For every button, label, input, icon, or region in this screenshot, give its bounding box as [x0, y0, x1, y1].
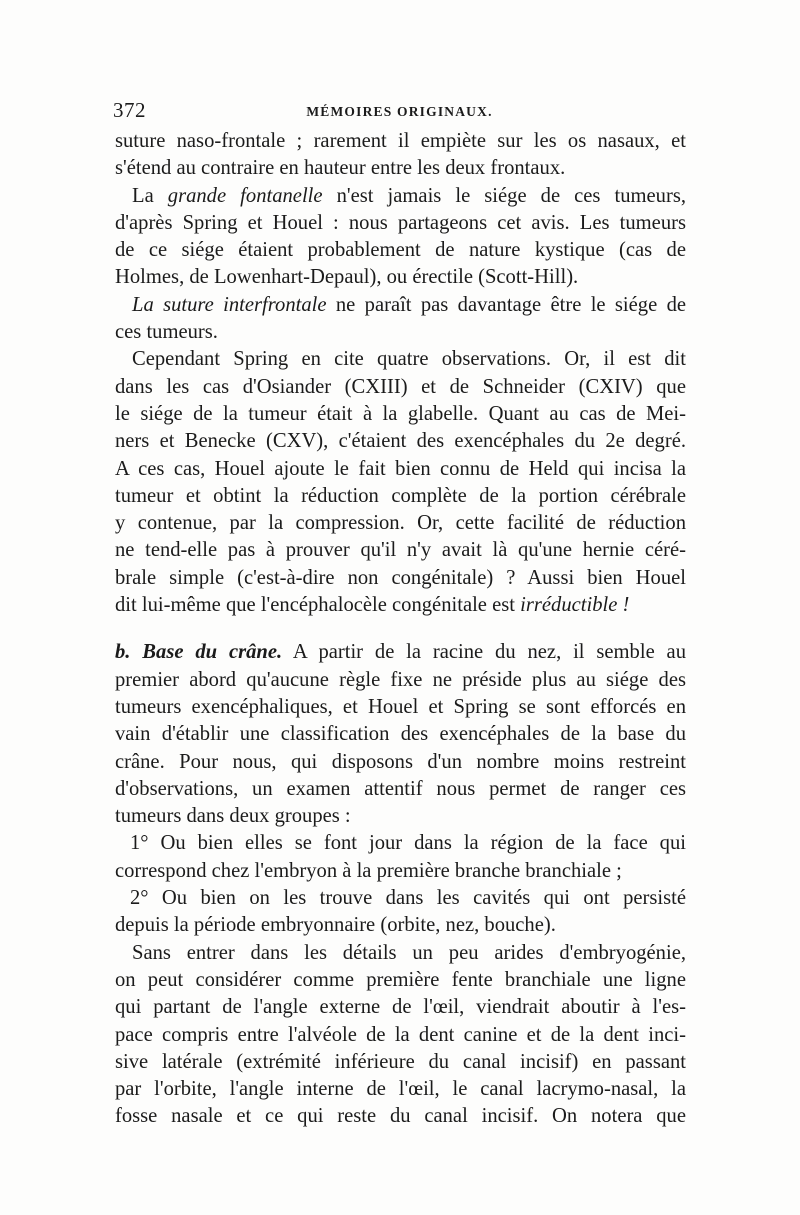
page-number: 372: [113, 98, 146, 122]
text-line: d'après Spring et Houel : nous partageons cet avis. Les tumeurs: [115, 211, 686, 234]
text-line: fosse nasale et ce qui reste du canal incisif. On notera que: [115, 1105, 686, 1128]
text-line: on peut considérer comme première fente branchiale une ligne: [115, 968, 686, 991]
text-line: d'observations, un examen attentif nous permet de ranger ces: [115, 777, 686, 800]
section-gap: [115, 619, 686, 629]
text-line: ners et Benecke (CXV), c'étaient des exencéphales du 2e degré.: [115, 430, 686, 453]
text-line: le siége de la tumeur était à la glabelle. Quant au cas de Mei-: [115, 402, 686, 425]
text-line: tumeurs exencéphaliques, et Houel et Spring se sont efforcés en: [115, 695, 686, 718]
list-item: 2° Ou bien on les trouve dans les cavités qui ont persisté: [130, 887, 686, 910]
text-line: [115, 639, 686, 666]
text-line: ces tumeurs.: [115, 321, 218, 344]
text-line: correspond chez l'embryon à la première branche branchiale ;: [115, 859, 622, 882]
text-line: tumeur et obtint la réduction complète de la portion cérébrale: [115, 484, 686, 507]
text-run: La: [132, 184, 168, 207]
section-heading: b. Base du crâne.: [115, 641, 283, 664]
text-run: dit lui-même que l'encéphalocèle congénitale est: [115, 594, 521, 617]
text-line: crâne. Pour nous, qui disposons d'un nombre moins restreint: [115, 750, 686, 773]
text-line: s'étend au contraire en hauteur entre les deux frontaux.: [115, 157, 566, 180]
text-line: brale simple (c'est-à-dire non congénitale) ? Aussi bien Houel: [115, 566, 686, 589]
text-run: ne paraît pas davantage être le siége de: [326, 293, 687, 316]
running-head: MÉMOIRES ORIGINAUX.: [306, 104, 493, 119]
text-line: tumeurs dans deux groupes :: [115, 805, 351, 828]
text-line: A ces cas, Houel ajoute le fait bien connu de Held qui incisa la: [115, 457, 686, 480]
text-line: pace compris entre l'alvéole de la dent canine et de la dent inci-: [115, 1023, 686, 1046]
italic-term: grande fontanelle: [167, 184, 323, 207]
italic-term: La suture interfrontale: [132, 293, 327, 316]
italic-term: irréductible !: [520, 594, 630, 617]
list-item: 1° Ou bien elles se font jour dans la région de la face qui: [130, 832, 686, 855]
text-run: A partir de la racine du nez, il semble au: [282, 641, 686, 664]
body-text: [115, 128, 686, 1131]
text-line: qui partant de l'angle externe de l'œil, viendrait aboutir à l'es-: [115, 996, 686, 1019]
text-line: depuis la période embryonnaire (orbite, nez, bouche).: [115, 914, 556, 937]
text-line: sive latérale (extrémité inférieure du canal incisif) en passant: [115, 1050, 686, 1073]
text-line: vain d'établir une classification des exencéphales de la base du: [115, 723, 686, 746]
text-line: Holmes, de Lowenhart-Depaul), ou érectile (Scott-Hill).: [115, 266, 579, 289]
text-line: Sans entrer dans les détails un peu arides d'embryogénie,: [132, 941, 686, 964]
page-header: [113, 98, 686, 126]
section-gap: [115, 629, 686, 639]
text-line: dans les cas d'Osiander (CXIII) et de Schneider (CXIV) que: [115, 375, 686, 398]
text-line: ne tend-elle pas à prouver qu'il n'y avait là qu'une hernie céré-: [115, 539, 686, 562]
text-run: n'est jamais le siége de ces tumeurs,: [322, 184, 686, 207]
text-line: [115, 183, 686, 210]
text-line: Cependant Spring en cite quatre observations. Or, il est dit: [132, 348, 686, 371]
text-line: suture naso-frontale ; rarement il empiète sur les os nasaux, et: [115, 130, 686, 152]
text-line: premier abord qu'aucune règle fixe ne préside plus au siége des: [115, 668, 686, 691]
text-line: par l'orbite, l'angle interne de l'œil, le canal lacrymo-nasal, la: [115, 1078, 686, 1101]
text-line: de ce siége étaient probablement de nature kystique (cas de: [115, 239, 686, 262]
text-line: y contenue, par la compression. Or, cette facilité de réduction: [115, 512, 686, 535]
text-line: [115, 592, 686, 619]
text-line: [115, 292, 686, 319]
